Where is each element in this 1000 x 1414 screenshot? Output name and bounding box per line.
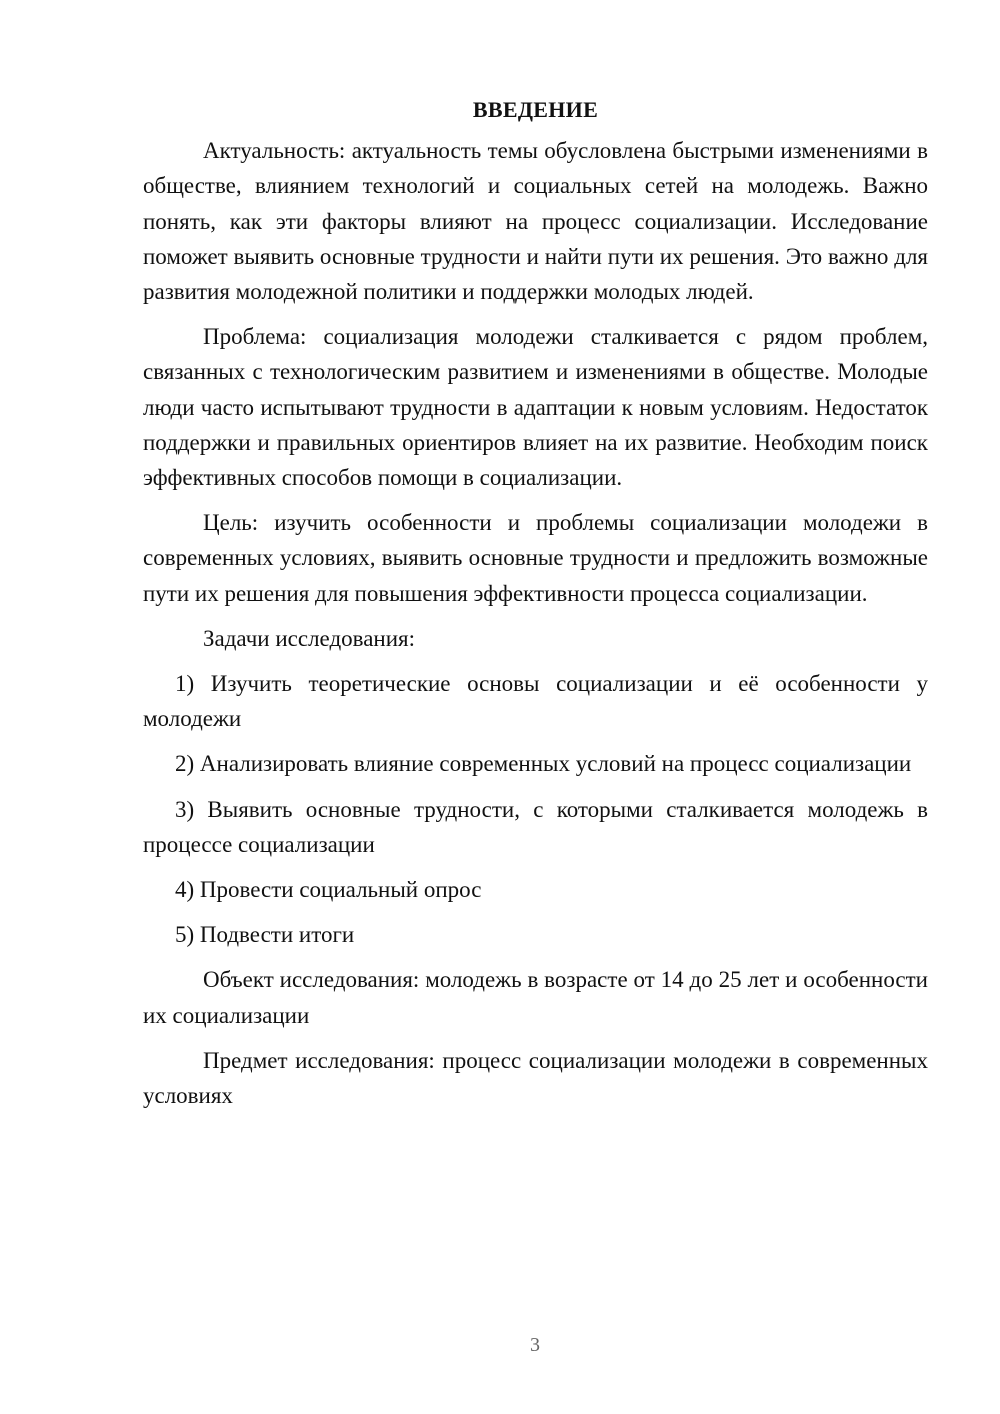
relevance-paragraph: Актуальность: актуальность темы обусловлена быстрыми изменениями в обществе, влиянием технологий и социальных сетей на молодежь. Важно понять, как эти факторы влияют на процесс социализации. Исследование поможет выявить основные трудности и найти пути их решения. Это важно для развития молодежной политики и поддержки молодых людей.	[143, 138, 928, 305]
task-item-1: 1) Изучить теоретические основы социализации и её особенности у молодежи	[143, 671, 928, 732]
problem-paragraph: Проблема: социализация молодежи сталкивается с рядом проблем, связанных с технологическим развитием и изменениями в обществе. Молодые люди часто испытывают трудности в адаптации к новым условиям. Недостаток поддержки и правильных ориентиров влияет на их развитие. Необходим поиск эффективных способов помощи в социализации.	[143, 324, 928, 491]
tasks-heading: Задачи исследования:	[203, 625, 416, 651]
task-item-2: 2) Анализировать влияние современных условий на процесс социализации	[175, 751, 912, 777]
object-paragraph: Объект исследования: молодежь в возрасте от 14 до 25 лет и особенности их социализации	[143, 967, 928, 1028]
goal-paragraph: Цель: изучить особенности и проблемы социализации молодежи в современных условиях, выявить основные трудности и предложить возможные пути их решения для повышения эффективности процесса социализации.	[143, 510, 928, 606]
task-item-3: 3) Выявить основные трудности, с которыми сталкивается молодежь в процессе социализации	[143, 796, 928, 857]
page-number: 3	[530, 1334, 540, 1356]
task-item-5: 5) Подвести итоги	[175, 922, 355, 948]
page-content	[143, 92, 928, 1123]
subject-paragraph: Предмет исследования: процесс социализации молодежи в современных условиях	[143, 1047, 928, 1109]
section-title: ВВЕДЕНИЕ	[472, 97, 599, 122]
task-item-4: 4) Провести социальный опрос	[175, 877, 482, 903]
